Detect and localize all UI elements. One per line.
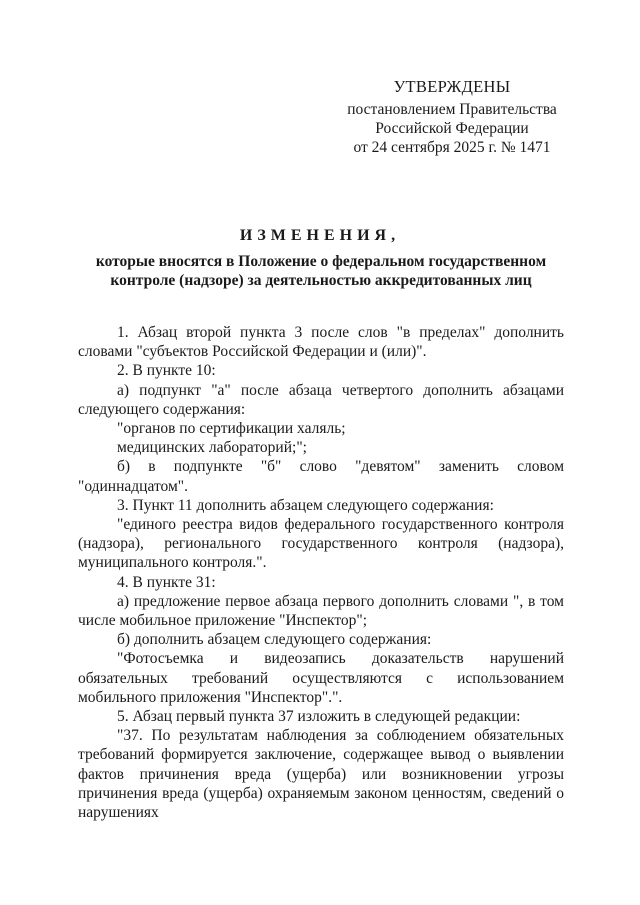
document-body [78, 323, 564, 822]
paragraph: 1. Абзац второй пункта 3 после слов "в пределах" дополнить словами "субъектов Российской Федерации и (или)". [78, 324, 564, 361]
document-subtitle: которые вносятся в Положение о федеральном государственном контроле (надзоре) за деятельностью аккредитованных лиц [95, 253, 547, 289]
paragraph: а) предложение первое абзаца первого дополнить словами ", в том числе мобильное приложение "Инспектор"; [78, 592, 564, 630]
approval-block [334, 77, 570, 157]
approval-line: от 24 сентября 2025 г. № 1471 [353, 139, 551, 156]
approval-heading: УТВЕРЖДЕНЫ [393, 77, 511, 96]
paragraph: "органов по сертификации халяль; [117, 420, 346, 438]
document-title: ИЗМЕНЕНИЯ, [239, 227, 401, 244]
paragraph: 2. В пункте 10: [117, 362, 216, 380]
paragraph: 5. Абзац первый пункта 37 изложить в следующей редакции: [117, 708, 521, 726]
paragraph: б) в подпункте "б" слово "девятом" заменить словом "одиннадцатом". [78, 458, 564, 495]
paragraph: а) подпункт "а" после абзаца четвертого дополнить абзацами следующего содержания: [78, 381, 564, 418]
paragraph: "Фотосъемка и видеозапись доказательств нарушений обязательных требований осуществляются с использованием мобильного приложения "Инспектор".". [78, 650, 564, 706]
paragraph: "единого реестра видов федерального государственного контроля (надзора), регионального государственного контроля (надзора), муниципального контроля.". [78, 516, 564, 572]
approval-line: Российской Федерации [375, 120, 529, 137]
paragraph: б) дополнить абзацем следующего содержания: [117, 631, 432, 649]
paragraph: 4. В пункте 31: [117, 573, 216, 591]
paragraph: 3. Пункт 11 дополнить абзацем следующего содержания: [117, 496, 494, 514]
paragraph: медицинских лабораторий;"; [117, 439, 307, 457]
approval-line: постановлением Правительства [347, 101, 557, 118]
paragraph: "37. По результатам наблюдения за соблюдением обязательных требований формируется заключение, содержащее вывод о выявлении фактов причинения вреда (ущерба) или возникновении угрозы причинения вреда (ущерба) охраняемым законом ценностям, сведений о нарушениях [78, 727, 564, 822]
